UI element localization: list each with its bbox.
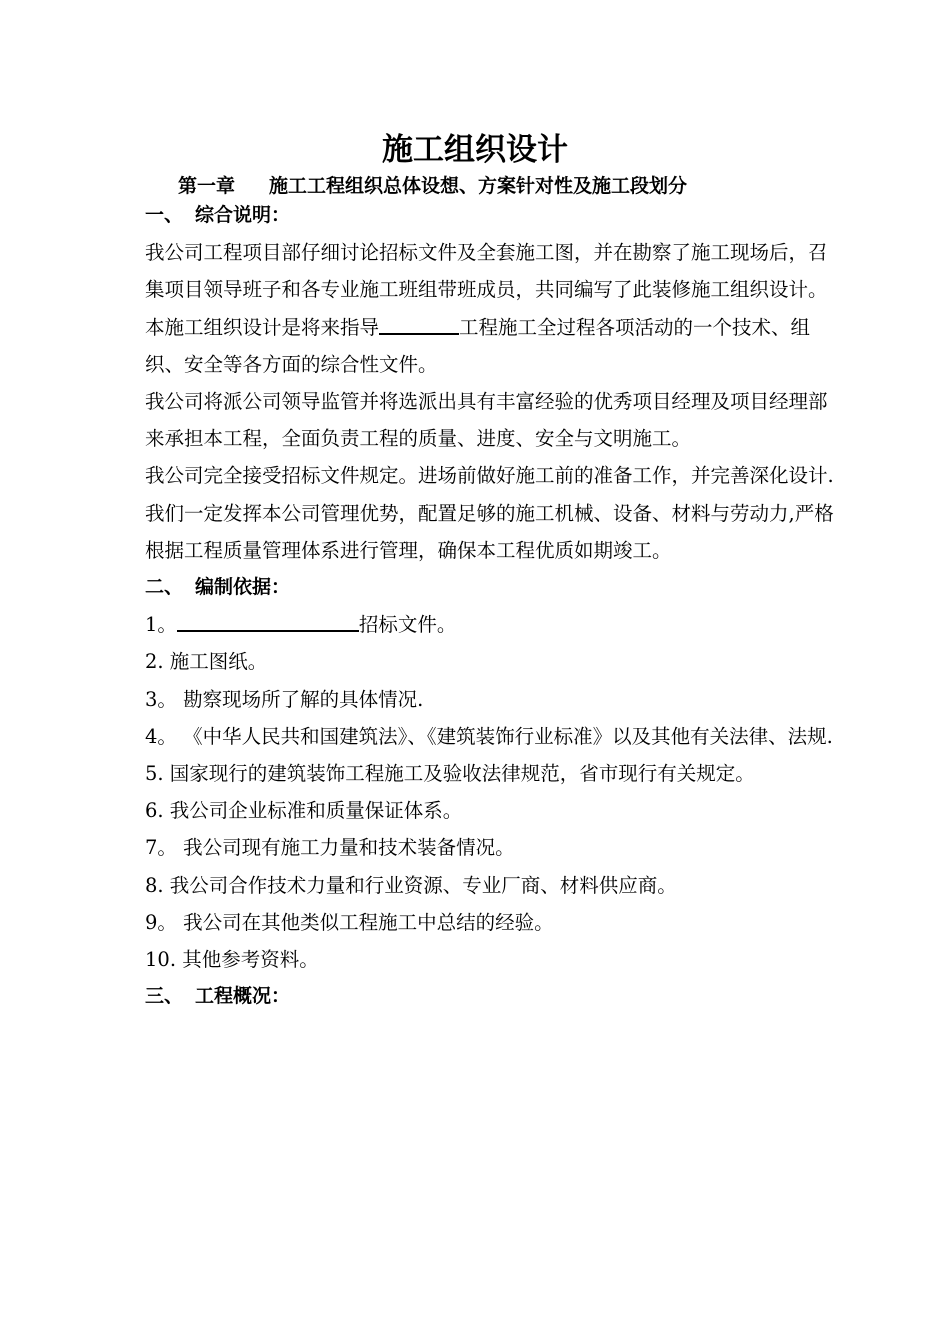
list-item: 9。 我公司在其他类似工程施工中总结的经验。: [145, 910, 554, 934]
section-heading-3: [145, 978, 835, 1015]
list-item-text: 招标文件。: [358, 613, 457, 637]
paragraph: [145, 234, 835, 383]
section-number: 一、: [145, 204, 184, 226]
paragraph-text: 我公司工程项目部仔细讨论招标文件及全套施工图，并在勘察了施工现场后，召集项目领导班子和各专业施工班组带班成员，共同编写了此装修施工组织设计。本施工组织设计是将来指导: [145, 241, 828, 339]
section-number: 三、: [145, 985, 184, 1008]
section-heading-2: [145, 569, 835, 606]
paragraph: 我公司将派公司领导监管并将选派出具有丰富经验的优秀项目经理及项目经理部来承担本工程，全面负责工程的质量、进度、安全与文明施工。: [145, 390, 828, 451]
list-item: 8. 我公司合作技术力量和行业资源、专业厂商、材料供应商。: [145, 873, 677, 897]
list-item: 7。 我公司现有施工力量和技术装备情况。: [145, 836, 515, 860]
list-item: 10. 其他参考资料。: [145, 948, 319, 972]
section-heading-1: [145, 197, 835, 234]
list-item: 4。 《中华人民共和国建筑法》、《建筑装饰行业标准》以及其他有关法律、法规.: [145, 724, 833, 748]
paragraph: 我公司完全接受招标文件规定。进场前做好施工前的准备工作，并完善深化设计.我们一定发挥本公司管理优势，配置足够的施工机械、设备、材料与劳动力,严格根据工程质量管理体系进行管理，确保本工程优质如期竣工。: [145, 464, 834, 562]
chapter-title: 施工工程组织总体设想、方案针对性及施工段划分: [269, 175, 688, 197]
document-body: [145, 197, 835, 1015]
section-number: 二、: [145, 576, 184, 599]
document-title: 施工组织设计: [382, 132, 568, 168]
list-item-number: 1。: [145, 613, 177, 637]
list-item: [145, 606, 835, 643]
list-item: 6. 我公司企业标准和质量保证体系。: [145, 799, 463, 823]
section-title: 工程概况：: [195, 985, 291, 1008]
list-item: 3。 勘察现场所了解的具体情况.: [145, 687, 424, 711]
fill-in-blank: [177, 608, 359, 632]
paragraph-text: 工程施工全过程各项活动的一个技术、组织、安全等各方面的综合性文件。: [145, 315, 811, 376]
section-title: 编制依据：: [195, 576, 291, 599]
list-item: 5. 国家现行的建筑装饰工程施工及验收法律规范，省市现行有关规定。: [145, 762, 755, 786]
chapter-label: 第一章: [178, 175, 236, 197]
fill-in-blank: [379, 311, 459, 335]
section-title: 综合说明：: [195, 204, 291, 226]
list-item: 2. 施工图纸。: [145, 650, 268, 674]
